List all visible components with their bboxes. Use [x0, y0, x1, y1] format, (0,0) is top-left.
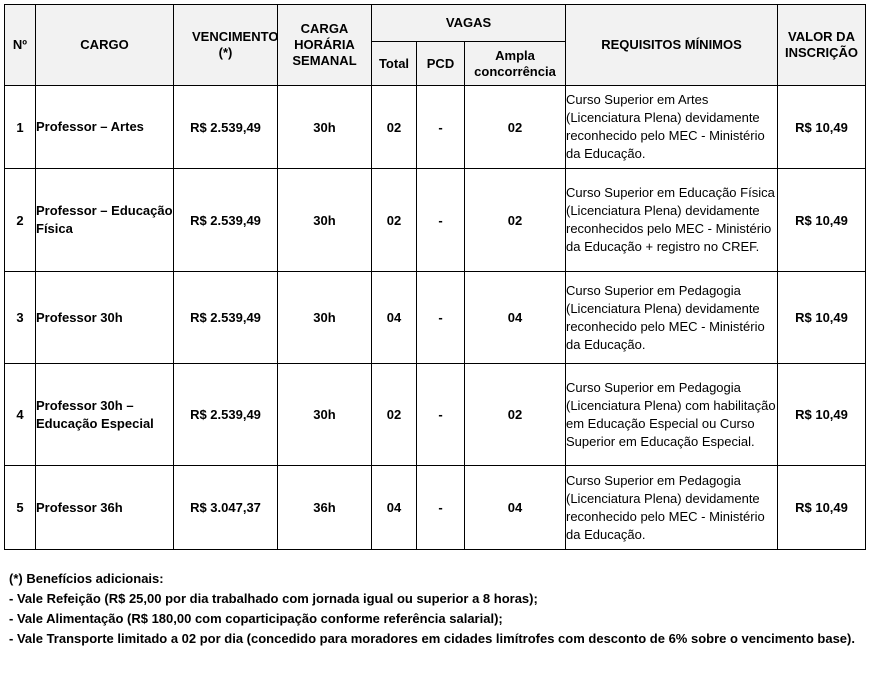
- row-ampla: 04: [465, 466, 566, 550]
- header-num: Nº: [5, 5, 36, 86]
- footnote-item: - Vale Transporte limitado a 02 por dia (concedido para moradores em cidades limítrofes com desconto de 6% sobre o vencimento base).: [9, 631, 855, 646]
- row-total: 02: [372, 364, 417, 466]
- row-valor: R$ 10,49: [778, 272, 866, 364]
- row-pcd: -: [417, 86, 465, 169]
- row-ampla: 04: [465, 272, 566, 364]
- row-num: 1: [5, 86, 36, 169]
- row-pcd: -: [417, 272, 465, 364]
- row-num: 4: [5, 364, 36, 466]
- row-requisitos: Curso Superior em Educação Física (Licenciatura Plena) devidamente reconhecidos pelo MEC - Ministério da Educação + registro no CREF.: [566, 169, 778, 272]
- row-cargo: Professor – Educação Física: [36, 169, 174, 272]
- header-requisitos: REQUISITOS MÍNIMOS: [566, 5, 778, 86]
- row-pcd: -: [417, 466, 465, 550]
- row-cargo: Professor – Artes: [36, 86, 174, 169]
- row-requisitos: Curso Superior em Pedagogia (Licenciatura Plena) devidamente reconhecido pelo MEC - Ministério da Educação.: [566, 272, 778, 364]
- row-valor: R$ 10,49: [778, 364, 866, 466]
- header-ampla-concorrencia: Ampla concorrência: [465, 42, 566, 86]
- row-carga: 30h: [278, 169, 372, 272]
- row-total: 04: [372, 466, 417, 550]
- header-pcd: PCD: [417, 42, 465, 86]
- table-row: [5, 466, 866, 550]
- row-num: 5: [5, 466, 36, 550]
- row-valor: R$ 10,49: [778, 169, 866, 272]
- row-total: 04: [372, 272, 417, 364]
- row-pcd: -: [417, 364, 465, 466]
- row-cargo: Professor 36h: [36, 466, 174, 550]
- row-carga: 30h: [278, 86, 372, 169]
- header-total: Total: [372, 42, 417, 86]
- row-valor: R$ 10,49: [778, 86, 866, 169]
- header-valor-inscricao: VALOR DA INSCRIÇÃO: [778, 5, 866, 86]
- row-carga: 30h: [278, 272, 372, 364]
- row-num: 2: [5, 169, 36, 272]
- footnote-title: (*) Benefícios adicionais:: [9, 571, 164, 586]
- row-total: 02: [372, 86, 417, 169]
- header-vencimento: VENCIMENTO (*): [174, 5, 278, 86]
- row-vencimento: R$ 2.539,49: [174, 169, 278, 272]
- row-valor: R$ 10,49: [778, 466, 866, 550]
- header-carga-horaria: CARGA HORÁRIA SEMANAL: [278, 5, 372, 86]
- row-ampla: 02: [465, 169, 566, 272]
- row-vencimento: R$ 2.539,49: [174, 364, 278, 466]
- footnote-item: - Vale Refeição (R$ 25,00 por dia trabalhado com jornada igual ou superior a 8 horas);: [9, 591, 538, 606]
- header-cargo: CARGO: [36, 5, 174, 86]
- row-ampla: 02: [465, 86, 566, 169]
- row-requisitos: Curso Superior em Artes (Licenciatura Plena) devidamente reconhecido pelo MEC - Ministério da Educação.: [566, 86, 778, 169]
- table-row: [5, 364, 866, 466]
- row-carga: 36h: [278, 466, 372, 550]
- cargos-table: [4, 4, 866, 550]
- footnotes: [9, 569, 861, 649]
- table-row: [5, 169, 866, 272]
- row-ampla: 02: [465, 364, 566, 466]
- table-row: [5, 272, 866, 364]
- row-requisitos: Curso Superior em Pedagogia (Licenciatura Plena) devidamente reconhecido pelo MEC - Ministério da Educação.: [566, 466, 778, 550]
- row-requisitos: Curso Superior em Pedagogia (Licenciatura Plena) com habilitação em Educação Especial ou Curso Superior em Educação Especial.: [566, 364, 778, 466]
- row-vencimento: R$ 3.047,37: [174, 466, 278, 550]
- row-vencimento: R$ 2.539,49: [174, 272, 278, 364]
- row-total: 02: [372, 169, 417, 272]
- footnote-item: - Vale Alimentação (R$ 180,00 com coparticipação conforme referência salarial);: [9, 611, 503, 626]
- row-cargo: Professor 30h – Educação Especial: [36, 364, 174, 466]
- row-num: 3: [5, 272, 36, 364]
- row-pcd: -: [417, 169, 465, 272]
- header-vagas: VAGAS: [372, 5, 566, 42]
- table-row: [5, 86, 866, 169]
- row-cargo: Professor 30h: [36, 272, 174, 364]
- row-carga: 30h: [278, 364, 372, 466]
- row-vencimento: R$ 2.539,49: [174, 86, 278, 169]
